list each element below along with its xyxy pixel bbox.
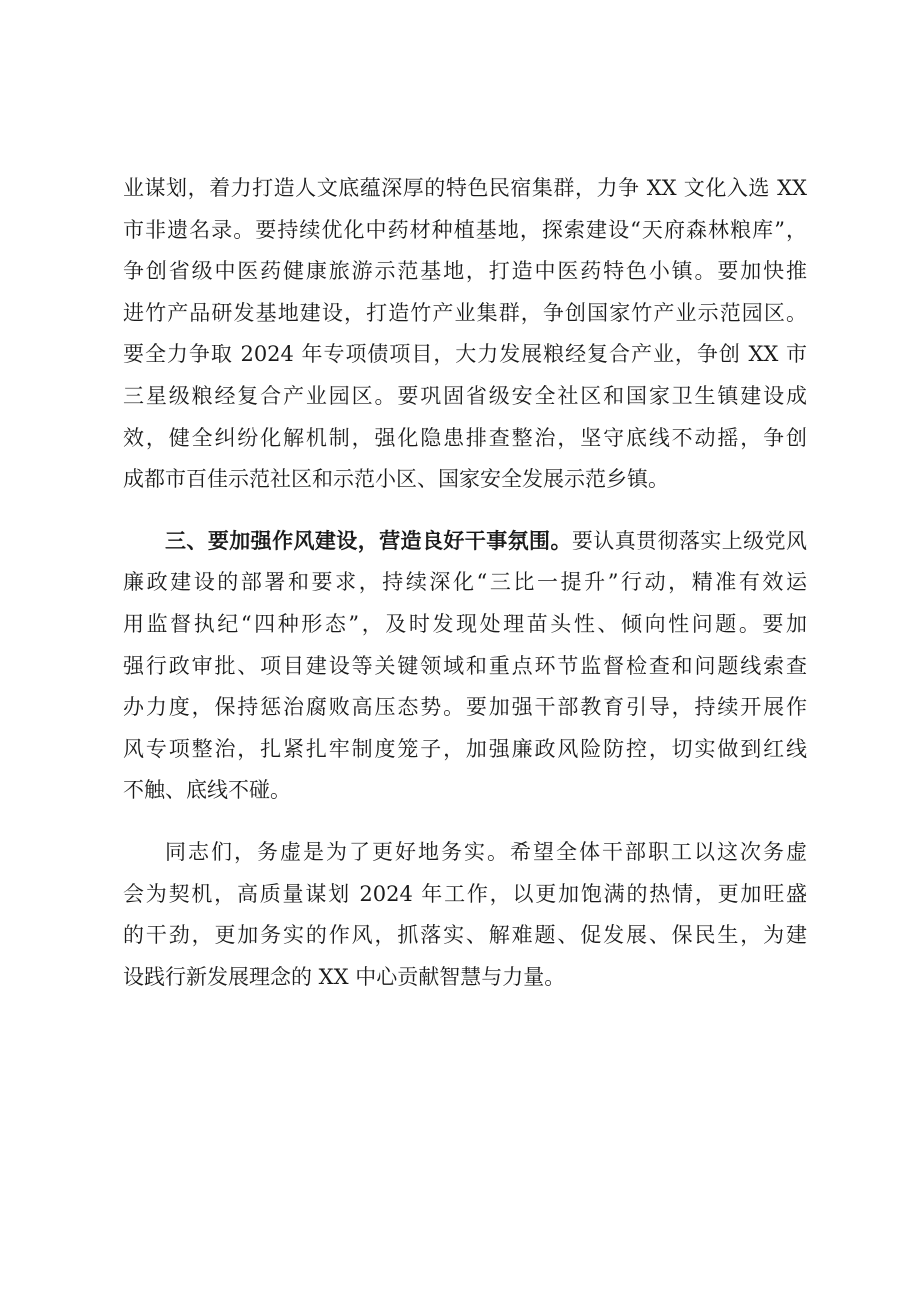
paragraph-line: 会为契机，高质量谋划 2024 年工作，以更加饱满的热情，更加旺盛 <box>123 881 807 906</box>
paragraph-line: 设践行新发展理念的 XX 中心贡献智慧与力量。 <box>123 964 566 989</box>
paragraph-first-line: 同志们，务虚是为了更好地务实。希望全体干部职工以这次务虚 <box>165 839 807 864</box>
paragraph-gap <box>123 812 807 832</box>
paragraph-first-line <box>123 521 807 563</box>
paragraph-line: 的干劲，更加务实的作风，抓落实、解难题、促发展、保民生，为建 <box>123 923 807 948</box>
paragraph-line: 要全力争取 2024 年专项债项目，大力发展粮经复合产业，争创 XX 市 <box>123 342 807 367</box>
paragraph-line: 强行政审批、项目建设等关键领域和重点环节监督检查和问题线索查 <box>123 653 807 678</box>
paragraph-line: 效，健全纠纷化解机制，强化隐患排查整治，坚守底线不动摇，争创 <box>123 425 807 450</box>
paragraph-line: 业谋划，着力打造人文底蕴深厚的特色民宿集群，力争 XX 文化入选 XX <box>123 176 807 200</box>
paragraph-3 <box>123 832 807 998</box>
document-body <box>123 168 807 998</box>
paragraph-line: 用监督执纪“四种形态”，及时发现处理苗头性、倾向性问题。要加 <box>123 611 807 636</box>
paragraph-1 <box>123 168 807 501</box>
section-heading: 三、要加强作风建设，营造良好干事氛围。 <box>165 528 572 553</box>
paragraph-line: 廉政建设的部署和要求，持续深化“三比一提升”行动，精准有效运 <box>123 570 807 595</box>
paragraph-line: 风专项整治，扎紧扎牢制度笼子，加强廉政风险防控，切实做到红线 <box>123 736 807 761</box>
paragraph-2 <box>123 521 807 812</box>
paragraph-line: 三星级粮经复合产业园区。要巩固省级安全社区和国家卫生镇建设成 <box>123 383 807 408</box>
paragraph-line: 办力度，保持惩治腐败高压态势。要加强干部教育引导，持续开展作 <box>123 695 807 720</box>
paragraph-line: 市非遗名录。要持续优化中药材种植基地，探索建设“天府森林粮库”， <box>123 217 807 242</box>
paragraph-line: 不触、底线不碰。 <box>123 778 291 803</box>
paragraph-line: 争创省级中医药健康旅游示范基地，打造中医药特色小镇。要加快推 <box>123 259 807 284</box>
paragraph-line: 成都市百佳示范社区和示范小区、国家安全发展示范乡镇。 <box>123 467 669 492</box>
paragraph-text: 要认真贯彻落实上级党风 <box>571 528 808 553</box>
paragraph-line: 进竹产品研发基地建设，打造竹产业集群，争创国家竹产业示范园区。 <box>123 300 807 325</box>
paragraph-gap <box>123 501 807 521</box>
